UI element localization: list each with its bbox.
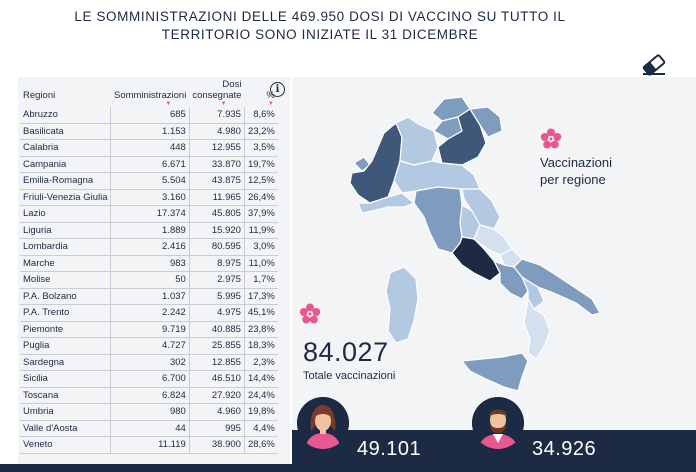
delivered-cell: 46.510 [189,371,244,388]
delivered-cell: 12.955 [189,140,244,157]
administered-cell: 983 [111,255,189,272]
region-cell: Calabria [20,140,111,157]
percent-cell: 23,8% [244,321,277,338]
table-row[interactable] [20,222,278,239]
region-cell: Campania [20,156,111,173]
delivered-cell: 15.920 [189,222,244,239]
administered-cell: 3.160 [111,189,189,206]
percent-cell: 14,4% [244,371,277,388]
region-cell: Basilicata [20,123,111,140]
woman-avatar-icon [297,397,349,449]
map-caption-line-1: Vaccinazioni [540,155,613,170]
administered-cell: 1.037 [111,288,189,305]
percent-cell: 24,4% [244,387,277,404]
region-cell: Marche [20,255,111,272]
table-row[interactable] [20,255,278,272]
page-title [60,8,580,44]
administered-cell: 4.727 [111,338,189,355]
administered-cell: 5.504 [111,173,189,190]
region-cell: Friuli-Venezia Giulia [20,189,111,206]
delivered-cell: 4.960 [189,404,244,421]
administered-cell: 9.719 [111,321,189,338]
region-cell: Veneto [20,437,111,454]
delivered-cell: 4.980 [189,123,244,140]
sort-arrow-icon[interactable]: ▼ [220,101,227,107]
delivered-cell: 8.975 [189,255,244,272]
sort-arrow-icon[interactable]: ▼ [267,101,274,107]
table-row[interactable] [20,272,278,289]
delivered-cell: 43.875 [189,173,244,190]
total-vaccinations-label: Totale vaccinazioni [303,370,396,382]
table-row[interactable] [20,107,278,123]
administered-cell: 302 [111,354,189,371]
region-cell: Sardegna [20,354,111,371]
title-line-2: TERRITORIO SONO INIZIATE IL 31 DICEMBRE [161,27,479,42]
info-icon[interactable]: i [270,82,285,97]
table-row[interactable] [20,305,278,322]
map-caption-line-2: per regione [540,172,606,187]
delivered-cell: 27.920 [189,387,244,404]
delivered-cell: 5.995 [189,288,244,305]
percent-cell: 18,3% [244,338,277,355]
percent-cell: 4,4% [244,420,277,437]
table-row[interactable] [20,404,278,421]
region-cell: Abruzzo [20,107,111,123]
delivered-cell: 80.595 [189,239,244,256]
table-row[interactable] [20,156,278,173]
delivered-cell: 4.975 [189,305,244,322]
administered-cell: 6.671 [111,156,189,173]
table-row[interactable] [20,420,278,437]
region-sardegna [386,267,418,343]
percent-cell: 2,3% [244,354,277,371]
percent-cell: 26,4% [244,189,277,206]
administered-cell: 1.889 [111,222,189,239]
percent-cell: 17,3% [244,288,277,305]
administered-cell: 44 [111,420,189,437]
eraser-icon[interactable] [641,54,667,76]
column-header-dosi-consegnate[interactable]: Dosi consegnate [192,79,242,101]
percent-cell: 45,1% [244,305,277,322]
delivered-cell: 12.855 [189,354,244,371]
region-lombardia [396,117,438,165]
percent-cell: 3,0% [244,239,277,256]
men-vaccinations-value: 34.926 [532,438,597,460]
region-cell: P.A. Trento [20,305,111,322]
delivered-cell: 2.975 [189,272,244,289]
region-cell: Umbria [20,404,111,421]
flower-icon [299,303,321,325]
table-row[interactable] [20,123,278,140]
administered-cell: 6.824 [111,387,189,404]
table-row[interactable] [20,387,278,404]
table-row[interactable] [20,239,278,256]
delivered-cell: 7.935 [189,107,244,123]
delivered-cell: 40.885 [189,321,244,338]
percent-cell: 3,5% [244,140,277,157]
administered-cell: 11.119 [111,437,189,454]
table-row[interactable] [20,371,278,388]
administered-cell: 2.242 [111,305,189,322]
delivered-cell: 25.855 [189,338,244,355]
column-header-regioni[interactable]: Regioni [23,90,56,101]
title-line-1: LE SOMMINISTRAZIONI DELLE 469.950 DOSI DI VACCINO SU TUTTO IL [74,9,566,24]
administered-cell: 685 [111,107,189,123]
percent-cell: 19,7% [244,156,277,173]
total-vaccinations-value: 84.027 [303,337,389,367]
regions-table [20,79,278,454]
delivered-cell: 45.805 [189,206,244,223]
administered-cell: 2.416 [111,239,189,256]
delivered-cell: 33.870 [189,156,244,173]
region-sicilia [462,353,528,391]
region-cell: Sicilia [20,371,111,388]
percent-cell: 19,8% [244,404,277,421]
table-row[interactable] [20,173,278,190]
region-cell: P.A. Bolzano [20,288,111,305]
region-cell: Lombardia [20,239,111,256]
region-toscana [414,187,466,253]
percent-cell: 1,7% [244,272,277,289]
percent-cell: 11,0% [244,255,277,272]
table-row[interactable] [20,140,278,157]
delivered-cell: 11.965 [189,189,244,206]
flower-icon [540,128,562,150]
table-row[interactable] [20,189,278,206]
footer-strip [0,464,696,472]
region-cell: Lazio [20,206,111,223]
percent-cell: 12,5% [244,173,277,190]
administered-cell: 448 [111,140,189,157]
column-header-somministrazioni[interactable]: Somministrazioni [113,90,187,101]
administered-cell: 6.700 [111,371,189,388]
map-caption [540,154,612,188]
region-cell: Piemonte [20,321,111,338]
administered-cell: 1.153 [111,123,189,140]
administered-cell: 17.374 [111,206,189,223]
column-header-percent[interactable]: % [266,90,275,101]
region-cell: Molise [20,272,111,289]
percent-cell: 8,6% [244,107,277,123]
region-cell: Puglia [20,338,111,355]
percent-cell: 23,2% [244,123,277,140]
table-row[interactable] [20,288,278,305]
percent-cell: 28,6% [244,437,277,454]
regions-table-panel [18,77,290,472]
administered-cell: 980 [111,404,189,421]
delivered-cell: 995 [189,420,244,437]
man-avatar-icon [472,397,524,449]
administered-cell: 50 [111,272,189,289]
percent-cell: 11,9% [244,222,277,239]
region-calabria [524,299,550,359]
region-cell: Toscana [20,387,111,404]
delivered-cell: 38.900 [189,437,244,454]
percent-cell: 37,9% [244,206,277,223]
region-cell: Emilia-Romagna [20,173,111,190]
sort-arrow-icon[interactable]: ▼ [165,101,172,107]
table-row[interactable] [20,206,278,223]
table-row[interactable] [20,437,278,454]
table-row[interactable] [20,321,278,338]
region-cell: Valle d'Aosta [20,420,111,437]
region-cell: Liguria [20,222,111,239]
table-row[interactable] [20,338,278,355]
women-vaccinations-value: 49.101 [357,438,422,460]
table-row[interactable] [20,354,278,371]
